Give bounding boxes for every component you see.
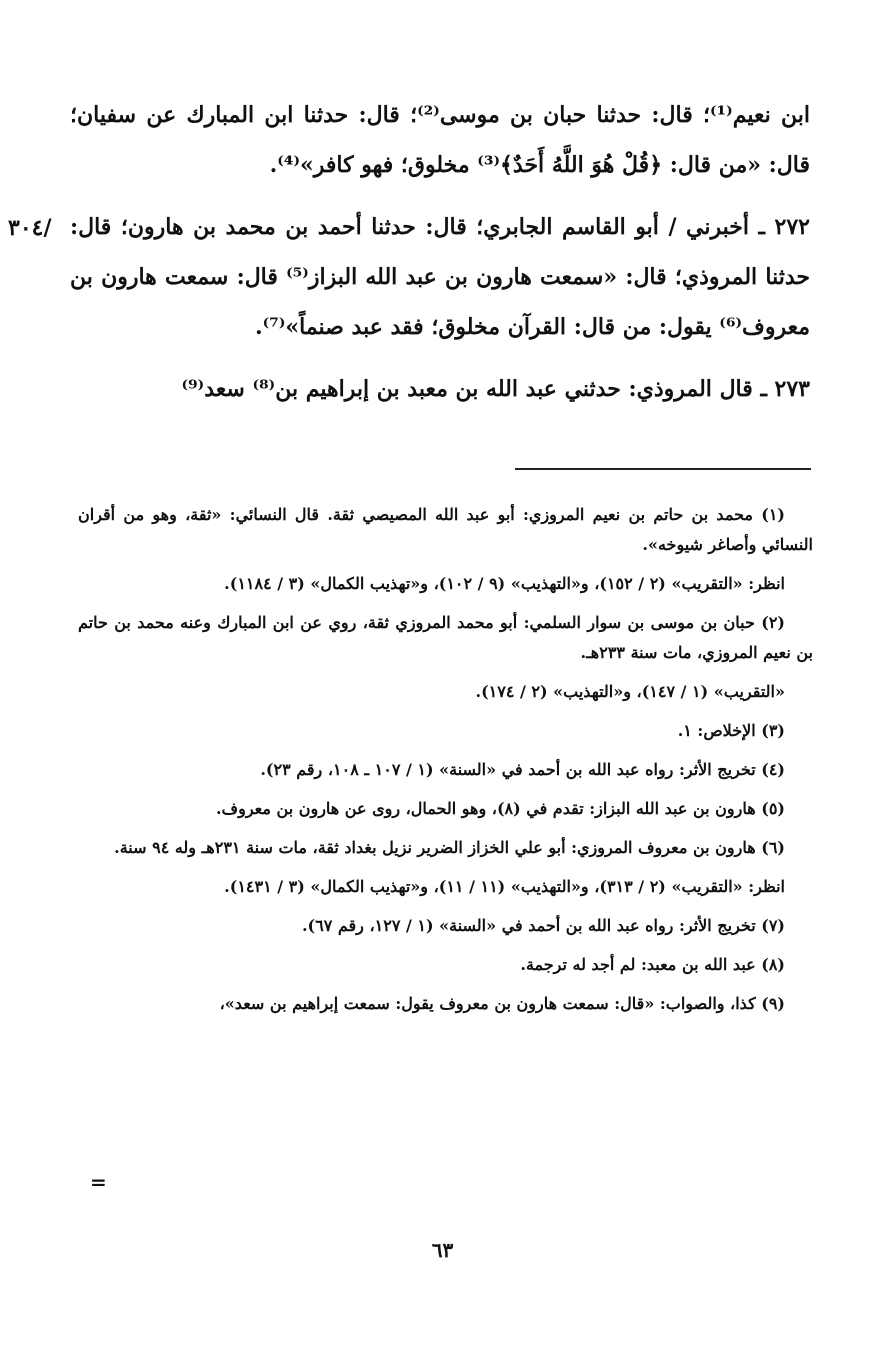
footnote-9: (٩) كذا، والصواب: «قال: سمعت هارون بن معروف يقول: سمعت إبراهيم بن سعد»،	[219, 994, 785, 1013]
footnote-1: (١) محمد بن حاتم بن نعيم المروزي: أبو عبد الله المصيصي ثقة. قال النسائي: «ثقة، وهو من أقران النسائي وأصاغر شيوخه».	[78, 505, 813, 554]
footnote-2-sources: «التقريب» (١ / ١٤٧)، و«التهذيب» (٢ / ١٧٤).	[475, 682, 785, 701]
footnote-6: (٦) هارون بن معروف المروزي: أبو علي الخزاز الضرير نزيل بغداد ثقة، مات سنة ٢٣١هـ وله ٩٤ سنة.	[114, 838, 785, 857]
footnote-6-sources: انظر: «التقريب» (٢ / ٣١٣)، و«التهذيب» (١١ / ١١)، و«تهذيب الكمال» (٣ / ١٤٣١).	[224, 877, 785, 896]
footnote-7: (٧) تخريج الأثر: رواه عبد الله بن أحمد في «السنة» (١ / ١٢٧، رقم ٦٧).	[301, 916, 785, 935]
paragraph-continuation: ابن نعيم⁽¹⁾؛ قال: حدثنا حبان بن موسى⁽²⁾؛ قال: حدثنا ابن المبارك عن سفيان؛ قال: «من قال: ﴿قُلْ هُوَ اللَّهُ أَحَدٌ﴾⁽³⁾ مخلوق؛ فهو كافر»⁽⁴⁾.	[70, 102, 810, 178]
paragraph-273: ٢٧٣ ـ قال المروذي: حدثني عبد الله بن معبد بن إبراهيم بن⁽⁸⁾ سعد⁽⁹⁾	[181, 376, 810, 402]
footnote-3: (٣) الإخلاص: ١.	[677, 721, 785, 740]
footnote-4: (٤) تخريج الأثر: رواه عبد الله بن أحمد في «السنة» (١ / ١٠٧ ـ ١٠٨، رقم ٢٣).	[260, 760, 785, 779]
footnote-separator	[515, 468, 811, 470]
footnote-8: (٨) عبد الله بن معبد: لم أجد له ترجمة.	[520, 955, 785, 974]
page-number: ٦٣	[431, 1238, 454, 1262]
continuation-mark: =	[90, 1170, 107, 1194]
main-text	[70, 90, 810, 426]
footnote-5: (٥) هارون بن عبد الله البزاز: تقدم في (٨)، وهو الحمال، روى عن هارون بن معروف.	[215, 799, 785, 818]
footnote-1-sources: انظر: «التقريب» (٢ / ١٥٢)، و«التهذيب» (٩ / ١٠٢)، و«تهذيب الكمال» (٣ / ١١٨٤).	[224, 574, 785, 593]
paragraph-272: ٢٧٢ ـ أخبرني / أبو القاسم الجابري؛ قال: حدثنا أحمد بن محمد بن هارون؛ قال: حدثنا المروذي؛ قال: «سمعت هارون بن عبد الله البزاز⁽⁵⁾ قال: سمعت هارون بن معروف⁽⁶⁾ يقول: من قال: القرآن مخلوق؛ فقد عبد صنماً»⁽⁷⁾.	[70, 214, 810, 340]
footnotes	[78, 500, 813, 1028]
manuscript-page-marker: /٣٠٤	[8, 215, 52, 241]
footnote-2: (٢) حبان بن موسى بن سوار السلمي: أبو محمد المروزي ثقة، روي عن ابن المبارك وعنه محمد بن حاتم بن نعيم المروزي، مات سنة ٢٣٣هـ.	[78, 613, 813, 662]
